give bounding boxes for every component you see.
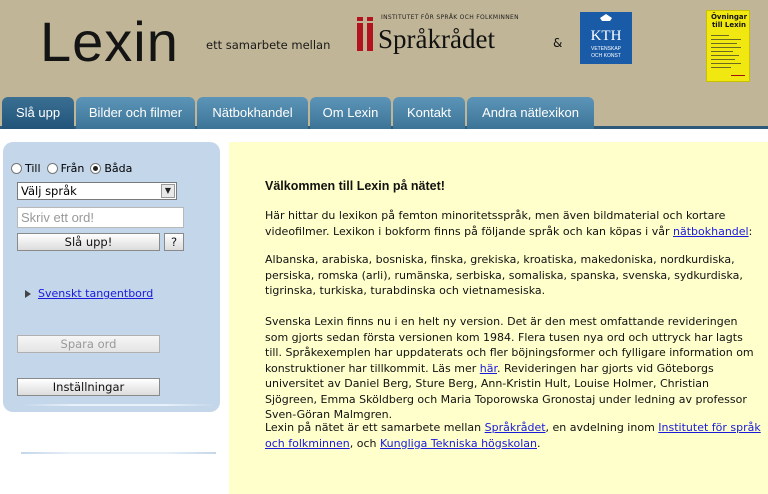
welcome-content <box>229 142 768 494</box>
lexin-logo[interactable]: Lexin <box>40 10 179 73</box>
tab-bilder-och-filmer[interactable]: Bilder och filmer <box>76 97 195 129</box>
tab-andra-natlexikon[interactable]: Andra nätlexikon <box>467 97 594 129</box>
tab-om-lexin[interactable]: Om Lexin <box>310 97 391 129</box>
tab-natbokhandel[interactable]: Nätbokhandel <box>197 97 308 129</box>
languages-paragraph: Albanska, arabiska, bosniska, finska, grekiska, kroatiska, makedoniska, nordkurdiska, persiska, romska (arli), rumänska, serbiska, somaliska, spanska, svenska, sydkurdiska, tigrinska, turkiska, turabdinska och vietnamesiska. <box>265 253 743 297</box>
book-text-line <box>711 63 741 64</box>
kth-subtitle-2: OCH KONST <box>591 53 621 59</box>
chevron-down-icon[interactable]: ▼ <box>161 184 175 198</box>
radio-label: Från <box>60 162 85 175</box>
ampersand: & <box>553 36 563 50</box>
book-publisher-mark <box>731 75 745 76</box>
tab-kontakt[interactable]: Kontakt <box>393 97 465 129</box>
book-text-line <box>711 59 735 60</box>
book-text-line <box>711 43 737 44</box>
word-search-input[interactable]: Skriv ett ord! <box>17 207 184 228</box>
kth-logo[interactable] <box>580 12 632 64</box>
site-header <box>0 0 768 95</box>
institute-link[interactable]: Institutet för språk och folkminnen <box>265 421 761 450</box>
radio-label: Båda <box>104 162 133 175</box>
intro-text: Här hittar du lexikon på femton minoritetsspråk, men även bildmaterial och kortare videofilmer. Lexikon i bokform finns på följande språk och kan köpas i vår <box>265 209 726 238</box>
main-navigation <box>0 95 768 129</box>
language-select-value: Välj språk <box>21 184 77 198</box>
exercise-book-cover[interactable] <box>706 10 750 82</box>
settings-button[interactable]: Inställningar <box>17 378 160 396</box>
page-title: Välkommen till Lexin på nätet! <box>265 179 445 193</box>
intro-paragraph <box>265 208 761 239</box>
tab-sla-upp[interactable]: Slå upp <box>2 97 74 129</box>
revision-text: Svenska Lexin finns nu i en helt ny version. Det är den mest omfattande revideringen som gjorts sedan första versionen kom 1984. Flera tusen nya ord och uttryck har lagts till. Språkexemplen har uppdaterats och fler böjningsformer och fylligare information om konstruktioner har tillkommit. Läs mer <box>265 315 754 375</box>
intro-text-end: : <box>748 224 753 238</box>
book-text-line <box>711 39 741 40</box>
sprakradet-name: Språkrådet <box>378 24 495 54</box>
revision-text-end: . Revideringen har gjorts vid Göteborgs universitet av Daniel Berg, Sture Berg, Ann-Kristin Hult, Louise Holmer, Christian Sjögreen, Emma Sköldberg och Maria Toporowska Gronostaj under ledning av professor Sven-Göran Malmgren. <box>265 361 747 421</box>
book-title-line-2: till Lexin <box>711 21 747 29</box>
direction-radio-group <box>11 162 138 175</box>
radio-button-icon[interactable] <box>11 163 22 174</box>
book-text-line <box>711 55 739 56</box>
radio-button-icon[interactable] <box>47 163 58 174</box>
kth-subtitle-1: VETENSKAP <box>590 46 622 52</box>
natbokhandel-link[interactable]: nätbokhandel <box>673 224 749 238</box>
radio-fran[interactable] <box>47 162 85 175</box>
save-word-button[interactable]: Spara ord <box>17 335 160 353</box>
kth-initials: KTH <box>590 28 622 44</box>
sprakradet-emblem-icon <box>356 17 376 51</box>
collaboration-text: Lexin på nätet är ett samarbete mellan <box>265 421 485 434</box>
sprakradet-link[interactable]: Språkrådet <box>484 421 546 434</box>
language-select[interactable] <box>17 182 177 200</box>
revision-paragraph <box>265 314 761 423</box>
book-text-line <box>711 35 729 36</box>
read-more-link[interactable]: här <box>479 361 497 375</box>
sidebar-divider <box>21 452 216 454</box>
kth-crest-icon <box>580 12 632 64</box>
book-text-line <box>711 67 731 68</box>
swedish-keyboard-link[interactable]: Svenskt tangentbord <box>38 287 154 300</box>
book-text-line <box>711 47 741 48</box>
sprakradet-institute-text: INSTITUTET FÖR SPRÅK OCH FOLKMINNEN <box>381 14 519 21</box>
kth-link[interactable]: Kungliga Tekniska högskolan <box>379 436 537 450</box>
sidebar-divider <box>21 404 216 406</box>
swedish-keyboard-toggle[interactable] <box>25 287 153 300</box>
book-text-line <box>711 51 733 52</box>
search-button[interactable]: Slå upp! <box>17 233 160 251</box>
collaboration-paragraph <box>265 420 761 451</box>
help-button[interactable]: ? <box>164 233 184 251</box>
collaboration-text-mid: , en avdelning inom <box>545 421 659 434</box>
collaboration-text: ett samarbete mellan <box>206 38 331 52</box>
collaboration-text-mid2: , och <box>349 436 380 450</box>
book-title-line-1: Övningar <box>710 13 748 21</box>
radio-button-checked-icon[interactable] <box>90 163 101 174</box>
radio-label: Till <box>25 162 41 175</box>
radio-till[interactable] <box>11 162 41 175</box>
radio-bada[interactable] <box>90 162 132 175</box>
expand-triangle-icon[interactable] <box>25 290 31 298</box>
sprakradet-logo[interactable] <box>356 14 519 66</box>
collaboration-text-end: . <box>536 436 541 450</box>
